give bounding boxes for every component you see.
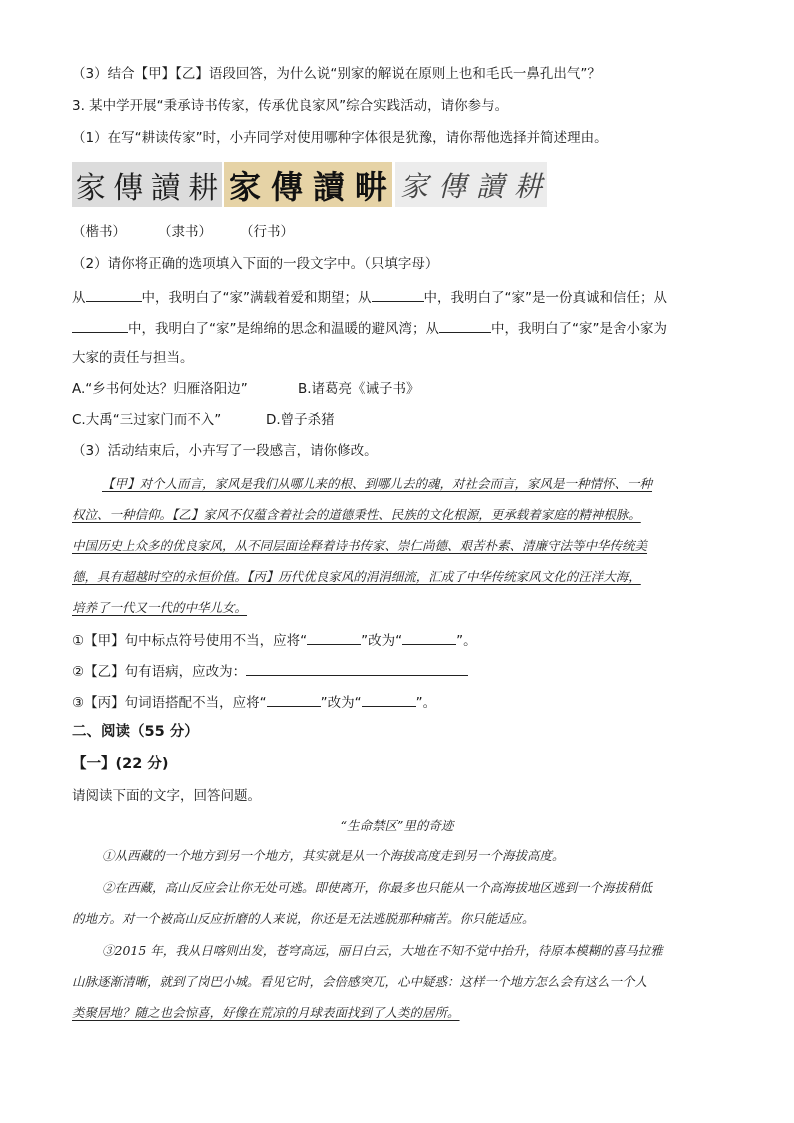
essay-line-4: 德，具有超越时空的永恒价值。【丙】历代优良家风的涓涓细流，汇成了中华传统家风文化的汪洋大海， — [72, 569, 641, 584]
answer-blank[interactable] — [246, 660, 468, 676]
calligraphy-sample-kaishu — [72, 162, 222, 207]
text: ①【甲】句中标点符号使用不当，应将“ — [72, 633, 308, 649]
glyph: 傳 — [270, 167, 303, 206]
glyph: 傳 — [113, 170, 144, 206]
text: 从 — [72, 290, 86, 306]
question-3-part3: （3）活动结束后，小卉写了一段感言，请你修改。 — [72, 443, 378, 459]
option-a: A.“乡书何处达？归雁洛阳边” — [72, 381, 248, 397]
answer-blank[interactable] — [402, 629, 456, 645]
text: ②【乙】句有语病，应改为： — [72, 664, 247, 680]
article-para-3-line-1: ③2015 年，我从日喀则出发，苍穹高远，丽日白云，大地在不知不觉中抬升，待原本模糊的喜马拉雅 — [102, 943, 663, 958]
text: ”。 — [415, 695, 437, 711]
option-b: B.诸葛亮《诫子书》 — [298, 381, 420, 397]
article-para-3-line-3: 类聚居地？随之也会惊喜，好像在荒凉的月球表面找到了人类的居所。 — [72, 1005, 460, 1020]
revision-2 — [72, 660, 468, 682]
text: ”改为“ — [320, 695, 362, 711]
essay-line-2: 权泣、一种信仰。【乙】家风不仅蕴含着社会的道德秉性、民族的文化根源，更承载着家庭的精神根脉。 — [72, 507, 641, 522]
revision-3 — [72, 691, 436, 713]
article-para-2-line-1: ②在西藏，高山反应会让你无处可逃。即使离开，你最多也只能从一个高海拔地区逃到一个海拔稍低 — [102, 880, 653, 895]
reading-instruction: 请阅读下面的文字，回答问题。 — [72, 788, 261, 804]
answer-blank[interactable] — [362, 691, 416, 707]
text: ”。 — [456, 633, 477, 649]
q3-sub3-question: （3）结合【甲】【乙】语段回答，为什么说“别家的解说在原则上也和毛氏一鼻孔出气”？ — [72, 66, 601, 82]
glyph: 讀 — [475, 169, 504, 203]
glyph: 耕 — [188, 170, 219, 206]
article-para-1: ①从西藏的一个地方到另一个地方，其实就是从一个海拔高度走到另一个海拔高度。 — [102, 848, 565, 863]
text: 中，我明白了“家”满载着爱和期望；从 — [141, 290, 372, 306]
section-heading: 二、阅读（55 分） — [72, 724, 199, 740]
calligraphy-sample-xingshu — [395, 162, 547, 207]
option-d: D.曾子杀猪 — [266, 412, 335, 428]
label-xingshu: （行书） — [240, 224, 294, 240]
question-3-part2: （2）请你将正确的选项填入下面的一段文字中。（只填字母） — [72, 256, 439, 272]
glyph: 家 — [228, 167, 261, 206]
answer-blank[interactable] — [307, 629, 361, 645]
glyph: 讀 — [312, 167, 345, 206]
text: 中，我明白了“家”是舍小家为 — [491, 321, 667, 337]
glyph: 讀 — [150, 170, 181, 206]
article-title: “生命禁区”里的奇迹 — [340, 818, 454, 833]
text: 中，我明白了“家”是一份真诚和信任；从 — [423, 290, 667, 306]
answer-blank[interactable] — [86, 286, 142, 302]
question-3-title: 3. 某中学开展“秉承诗书传家，传承优良家风”综合实践活动，请你参与。 — [72, 98, 509, 114]
text: ③【丙】句词语搭配不当，应将“ — [72, 695, 267, 711]
essay-line-3: 中国历史上众多的优良家风，从不同层面诠释着诗书传家、崇仁尚德、艰苦朴素、清廉守法等中华传统美 — [72, 538, 648, 553]
glyph: 家 — [399, 169, 428, 203]
fill-line-2 — [72, 317, 667, 339]
glyph: 家 — [75, 170, 106, 206]
fill-line-1 — [72, 286, 667, 308]
fill-line-3: 大家的责任与担当。 — [72, 350, 194, 366]
answer-blank[interactable] — [72, 317, 128, 333]
text: 中，我明白了“家”是绵绵的思念和温暖的避风湾；从 — [128, 321, 439, 337]
answer-blank[interactable] — [372, 286, 424, 302]
glyph: 畊 — [354, 167, 387, 206]
label-kaishu: （楷书） — [72, 224, 126, 240]
text: ”改为“ — [361, 633, 403, 649]
revision-1 — [72, 629, 477, 651]
label-lishu: （隶书） — [158, 224, 212, 240]
answer-blank[interactable] — [439, 317, 491, 333]
calligraphy-sample-lishu — [224, 162, 392, 207]
subsection-heading: 【一】(22 分) — [72, 756, 169, 772]
glyph: 傳 — [437, 169, 466, 203]
article-para-3-line-2: 山脉逐渐清晰，就到了岗巴小城。看见它时，会倍感突兀，心中疑惑：这样一个地方怎么会有这么一个人 — [72, 974, 648, 989]
answer-blank[interactable] — [267, 691, 321, 707]
essay-line-5: 培养了一代又一代的中华儿女。 — [72, 600, 248, 615]
option-c: C.大禹“三过家门而不入” — [72, 412, 222, 428]
essay-line-1: 【甲】对个人而言，家风是我们从哪儿来的根、到哪儿去的魂，对社会而言，家风是一种情怀、一种 — [102, 476, 653, 491]
question-3-part1: （1）在写“耕读传家”时，小卉同学对使用哪种字体很是犹豫，请你帮他选择并简述理由。 — [72, 130, 608, 146]
article-para-2-line-2: 的地方。对一个被高山反应折磨的人来说，你还是无法逃脱那种痛苦。你只能适应。 — [72, 911, 535, 926]
glyph: 耕 — [513, 169, 542, 203]
